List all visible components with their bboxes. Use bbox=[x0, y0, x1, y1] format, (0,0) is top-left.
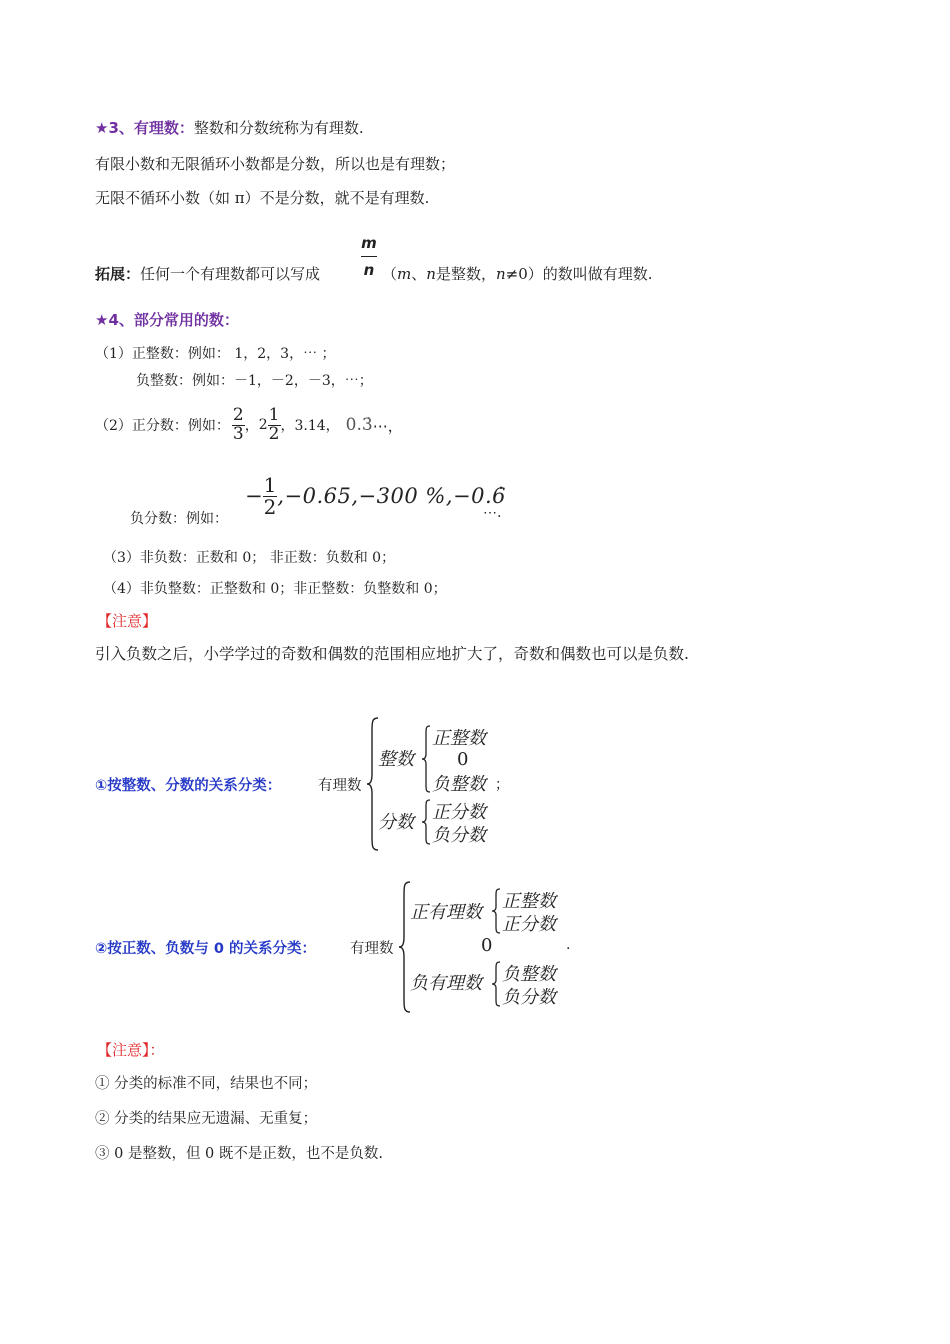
negative-fractions-expression: − $\frac{1}{2}$ ,−0.65,−300 %,−0.6̇ bbox=[245, 472, 507, 519]
class2-label: ②按正数、负数与 0 的关系分类： bbox=[95, 941, 316, 957]
expand-fraction bbox=[361, 234, 377, 279]
section3-definition: 整数和分数统称为有理数. bbox=[193, 119, 364, 137]
section3-heading: ★3、有理数： bbox=[95, 119, 194, 137]
expand-text-after: 的数叫做有理数. bbox=[542, 265, 653, 283]
class1-positive-integer: 正整数 bbox=[432, 728, 486, 749]
fraction-two-thirds: $\frac{2}{3}$ bbox=[232, 404, 244, 444]
class2-zero: 0 bbox=[481, 935, 493, 956]
fraction-one-half: $\frac{1}{2}$ bbox=[268, 404, 280, 444]
note2-item-2: ② 分类的结果应无遗漏、无重复； bbox=[95, 1111, 318, 1127]
note1-text: 引入负数之后，小学学过的奇数和偶数的范围相应地扩大了，奇数和偶数也可以是负数. bbox=[95, 645, 689, 663]
expand-row bbox=[95, 263, 320, 284]
class1-integer-brace bbox=[421, 724, 431, 794]
class2-root: 有理数 bbox=[350, 941, 394, 957]
class1-end: ； bbox=[495, 777, 509, 793]
repeating-decimal: 0.3̇ bbox=[345, 415, 373, 435]
class2-positive-fraction: 正分数 bbox=[502, 914, 556, 935]
class2-positive-rational: 正有理数 bbox=[410, 902, 482, 923]
note2-item-1: ① 分类的标准不同，结果也不同； bbox=[95, 1076, 318, 1092]
class2-end: . bbox=[566, 937, 571, 953]
item1-negative-integers: 负整数：例如：－1，－2，－3，⋯； bbox=[136, 373, 373, 389]
class1-zero: 0 bbox=[457, 749, 469, 770]
class1-fraction: 分数 bbox=[378, 812, 414, 833]
class2-positive-brace bbox=[491, 887, 501, 935]
expand-text-before: 任何一个有理数都可以写成 bbox=[140, 265, 321, 283]
item1-positive-integers: （1）正整数：例如： 1，2，3，⋯ ； bbox=[95, 346, 336, 362]
section3-line1: 有限小数和无限循环小数都是分数，所以也是有理数； bbox=[95, 155, 456, 173]
class2-negative-integer: 负整数 bbox=[502, 964, 556, 985]
class2-negative-brace bbox=[491, 960, 501, 1008]
expand-frac-den: n bbox=[363, 261, 375, 279]
section3-title-row bbox=[95, 117, 364, 138]
item3-nonnegative: （3）非负数：正数和 0； 非正数：负数和 0； bbox=[103, 550, 396, 566]
class1-negative-fraction: 负分数 bbox=[432, 825, 486, 846]
class1-integer: 整数 bbox=[378, 749, 414, 770]
fraction-neg-one-half: $\frac{1}{2}$ bbox=[263, 472, 277, 519]
note2-item-3: ③ 0 是整数，但 0 既不是正数，也不是负数. bbox=[95, 1146, 383, 1162]
negative-fractions-label: 负分数：例如： bbox=[130, 511, 228, 527]
section4-heading: ★4、部分常用的数： bbox=[95, 311, 239, 329]
class1-fraction-brace bbox=[421, 798, 431, 846]
item2-positive-fractions: （2）正分数：例如： $\frac{2}{3}$ ， 2 $\frac{1}{2}$ ，3.14， 0.3̇ ⋯， bbox=[95, 404, 403, 444]
class1-root: 有理数 bbox=[318, 778, 362, 794]
expand-condition: （m、n是整数，n≠0）的数叫做有理数. bbox=[382, 265, 653, 283]
class1-label: ①按整数、分数的关系分类： bbox=[95, 778, 282, 794]
class2-positive-integer: 正整数 bbox=[502, 891, 556, 912]
item4-nonnegative-integers: （4）非负整数：正整数和 0；非正整数：负整数和 0； bbox=[103, 581, 447, 597]
expand-frac-num: m bbox=[361, 234, 377, 257]
expand-label: 拓展： bbox=[95, 265, 141, 283]
section3-line2: 无限不循环小数（如 π）不是分数，就不是有理数. bbox=[95, 189, 430, 207]
note1-label: 【注意】 bbox=[97, 612, 158, 630]
class1-negative-integer: 负整数 bbox=[432, 774, 486, 795]
class2-negative-fraction: 负分数 bbox=[502, 987, 556, 1008]
negative-fractions-end: ⋯. bbox=[483, 505, 502, 521]
class2-negative-rational: 负有理数 bbox=[410, 973, 482, 994]
note2-label: 【注意】： bbox=[97, 1041, 165, 1059]
class1-positive-fraction: 正分数 bbox=[432, 802, 486, 823]
